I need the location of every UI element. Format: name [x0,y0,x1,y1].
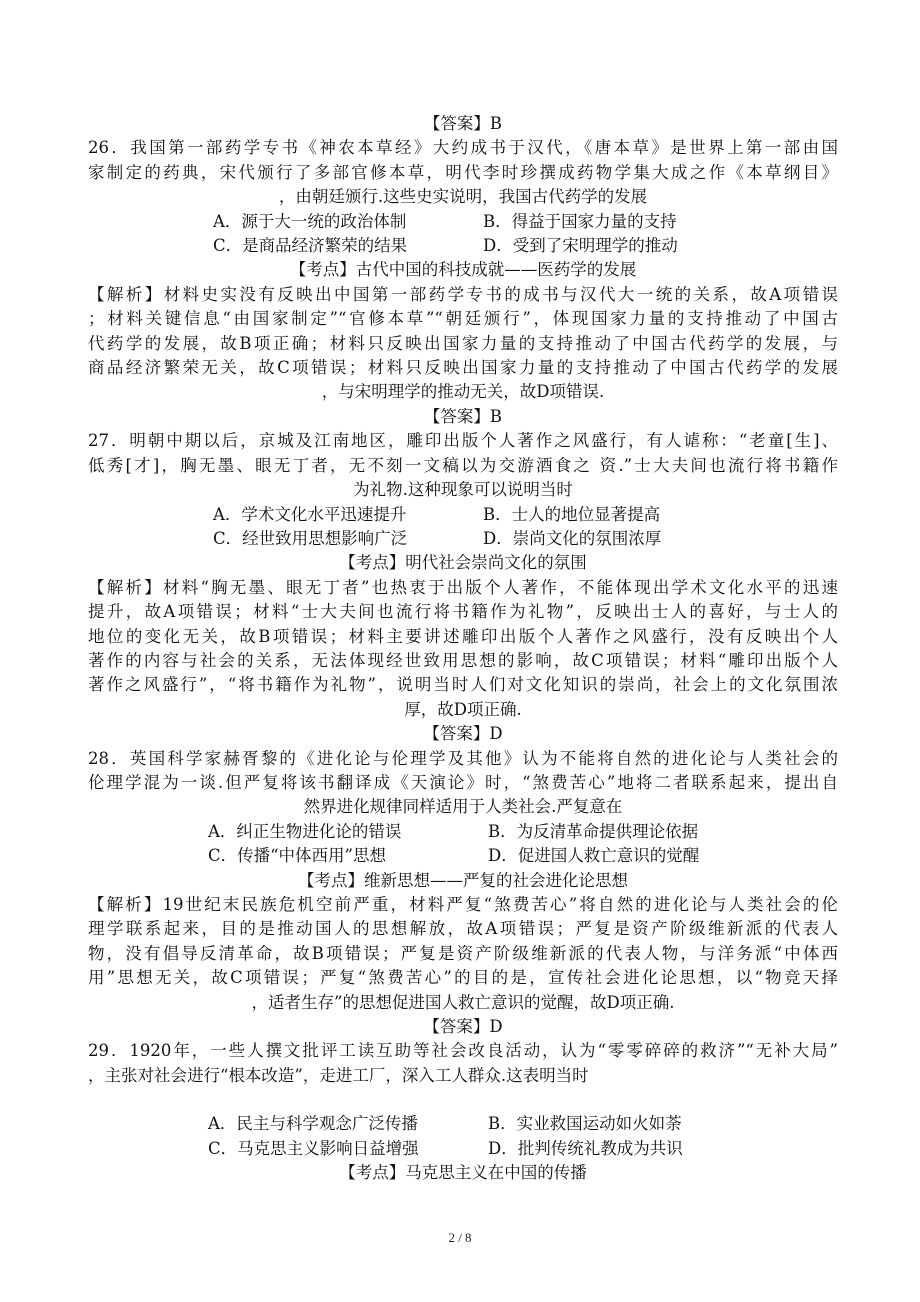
text-line: 提升，故A项错误；材料“士大夫间也流行将书籍作为礼物”，反映出士人的喜好，与士人的 [88,602,838,622]
text-line: 【解析】材料史实没有反映出中国第一部药学专书的成书与汉代大一统的关系，故A项错误 [88,284,838,304]
option-row [88,210,838,234]
text-line: 代药学的发展，故B项正确；材料只反映出国家力量的支持推动了中国古代药学的发展，与 [88,333,838,353]
text-line: 【解析】19世纪末民族危机空前严重，材料严复“煞费苦心”将自然的进化论与人类社会的伦 [88,895,838,914]
answer-line: 【答案】B [423,406,503,426]
option-right: D．批判传统礼教成为共识 [488,1138,683,1158]
text-line: 地位的变化无关，故B项错误；材料主要讲述雕印出版个人著作之风盛行，没有反映出个人 [88,626,838,646]
text-line: ，主张对社会进行“根本改造”，走进工厂，深入工人群众.这表明当时 [88,1065,589,1085]
text-line: 26．我国第一部药学专书《神农本草经》大约成书于汉代，《唐本草》是世界上第一部由国 [88,138,838,158]
option-left: C．经世致用思想影响广泛 [213,528,408,548]
option-row [88,844,838,868]
option-row [88,820,838,844]
page-number: 2 / 8 [448,1230,472,1245]
text-line: 27．明朝中期以后，京城及江南地区，雕印出版个人著作之风盛行，有人谑称：“老童[生]、 [88,431,838,451]
option-left: A．学术文化水平迅速提升 [213,504,407,524]
text-line: 低秀[才]，胸无墨、眼无丁者，无不刻一文稿以为交游酒食之 资.”士大夫间也流行将书籍作 [88,455,838,475]
text-line-centered: 厚，故D项正确. [404,699,522,719]
key-point-line: 【考点】古代中国的科技成就——医药学的发展 [289,260,637,280]
key-point-line: 【考点】明代社会崇尚文化的氛围 [339,553,587,573]
spacer [88,1088,838,1112]
text-line: 物，没有倡导反清革命，故B项错误；严复是资产阶级维新派的代表人物，与洋务派“中体西 [88,943,838,963]
key-point-line: 【考点】马克思主义在中国的传播 [339,1163,587,1183]
text-line: 著作的内容与社会的关系，无法体现经世致用思想的影响，故C项错误；材料“雕印出版个人 [88,650,838,670]
option-right: D．崇尚文化的氛围浓厚 [483,528,662,548]
text-line-centered: 然界进化规律同样适用于人类社会.严复意在 [303,797,623,817]
text-line: 【解析】材料“胸无墨、眼无丁者”也热衷于出版个人著作，不能体现出学术文化水平的迅速 [88,577,838,597]
text-line: 29．1920年，一些人撰文批评工读互助等社会改良活动，认为“零零碎碎的救济”“无补大局” [88,1041,838,1061]
text-line: 家制定的药典，宋代颁行了多部官修本草，明代李时珍撰成药物学集大成之作《本草纲目》 [88,162,838,182]
document-body [88,112,838,1185]
answer-line: 【答案】D [423,724,503,744]
option-row [88,503,838,527]
option-left: C．传播“中体西用”思想 [208,846,386,866]
option-right: B．得益于国家力量的支持 [483,211,677,231]
option-left: A．源于大一统的政治体制 [213,211,407,231]
text-line: 著作之风盛行”，“将书籍作为礼物”，说明当时人们对文化知识的崇尚，社会上的文化氛围浓 [88,675,838,695]
text-line: 28．英国科学家赫胥黎的《进化论与伦理学及其他》认为不能将自然的进化论与人类社会的 [88,748,838,768]
answer-line: 【答案】D [423,1017,503,1037]
key-point-line: 【考点】维新思想——严复的社会进化论思想 [298,870,628,890]
option-right: D．受到了宋明理学的推动 [483,236,678,256]
text-line-centered: ，由朝廷颁行.这些史实说明，我国古代药学的发展 [278,187,648,207]
text-line: 伦理学混为一谈.但严复将该书翻译成《天演论》时，“煞费苦心”地将二者联系起来，提出自 [88,772,838,792]
option-row [88,527,838,551]
option-left: A．民主与科学观念广泛传播 [208,1114,418,1134]
option-right: B．为反清革命提供理论依据 [488,821,699,841]
text-line: ；材料关键信息“由国家制定”“官修本草”“朝廷颁行”，体现国家力量的支持推动了中国古 [88,309,838,329]
option-right: D．促进国人救亡意识的觉醒 [488,846,700,866]
text-line-centered: 为礼物.这种现象可以说明当时 [353,480,573,500]
option-left: A．纠正生物进化论的错误 [208,821,402,841]
text-line-centered: ，适者生存”的思想促进国人救亡意识的觉醒，故D项正确. [251,992,675,1012]
option-row [88,1112,838,1136]
text-line: 用”思想无关，故C项错误；严复“煞费苦心”的目的是，宣传社会进化论思想，以“物竞天择 [88,968,838,988]
option-row [88,1137,838,1161]
answer-line: 【答案】B [423,114,503,133]
text-line: 理学联系起来，目的是推动国人的思想解放，故A项错误；严复是资产阶级维新派的代表人 [88,919,838,939]
text-line: 商品经济繁荣无关，故C项错误；材料只反映出国家力量的支持推动了中国古代药学的发展 [88,358,838,378]
text-line-centered: ，与宋明理学的推动无关，故D项错误. [321,382,605,402]
option-left: C．是商品经济繁荣的结果 [213,236,408,256]
option-right: B．士人的地位显著提高 [483,504,661,524]
option-row [88,234,838,258]
option-left: C．马克思主义影响日益增强 [208,1138,419,1158]
option-right: B．实业救国运动如火如荼 [488,1114,682,1134]
